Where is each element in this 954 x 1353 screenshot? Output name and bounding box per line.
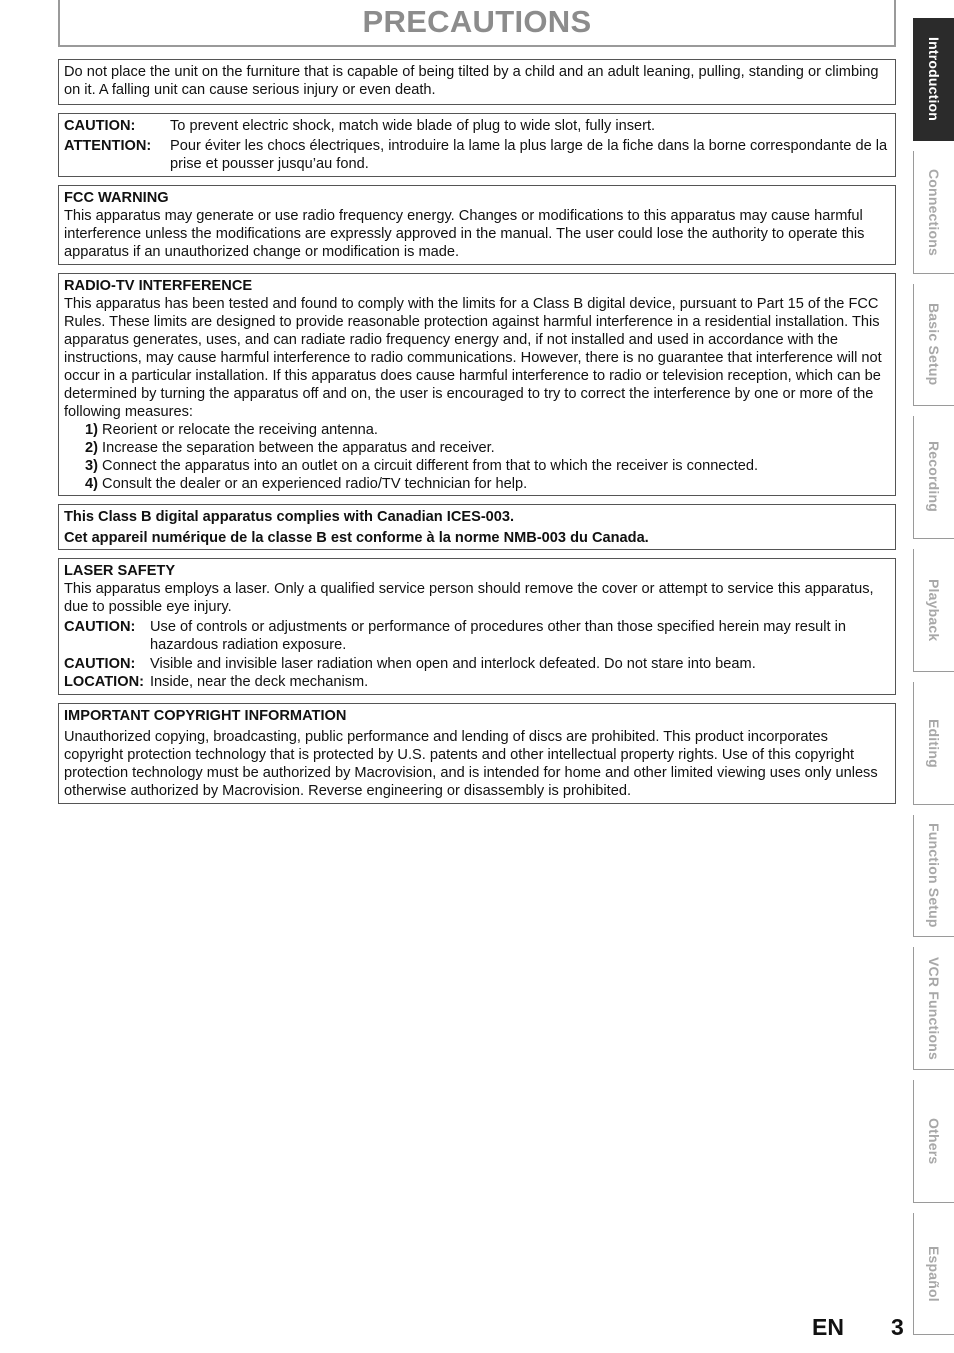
laser-heading: LASER SAFETY (64, 563, 176, 579)
measure-item (64, 457, 890, 475)
tab-others[interactable] (913, 1080, 954, 1203)
laser-caution-text: Visible and invisible laser radiation when open and interlock defeated. Do not stare into beam. (150, 656, 756, 672)
laser-caution-label: CAUTION: (64, 656, 136, 672)
tab-basic-setup[interactable] (913, 284, 954, 406)
fcc-warning-box (58, 185, 896, 265)
measure-number: 4) (85, 476, 98, 492)
page-title-box (58, 0, 896, 47)
measure-text: Reorient or relocate the receiving antenna. (102, 422, 378, 438)
fcc-body: This apparatus may generate or use radio frequency energy. Changes or modifications to this apparatus may cause harmful interference unless the modifications are expressly approved in the manual. The user could lose the authority to operate this apparatus if an unauthorized change or modification is made. (64, 208, 865, 260)
tab-playback[interactable] (913, 549, 954, 672)
tab-label: Function Setup (926, 823, 942, 928)
radio-tv-body: This apparatus has been tested and found to comply with the limits for a Class B digital device, pursuant to Part 15 of the FCC Rules. These limits are designed to provide reasonable protection against harmful interference in a residential installation. This apparatus generates, uses, and can radiate radio frequency energy and, if not installed and used in accordance with the instructions, may cause harmful interference to radio communications. However, there is no guarantee that interference will not occur in a particular installation. If this apparatus does cause harmful interference to radio or television reception, which can be determined by turning the apparatus off and on, the user is encouraged to try to correct the interference by one or more of the following measures: (64, 296, 882, 420)
laser-body: This apparatus employs a laser. Only a qualified service person should remove the cover or attempt to service this apparatus, due to possible eye injury. (64, 581, 874, 615)
copyright-box (58, 703, 896, 804)
plug-attention-row (64, 137, 890, 173)
measure-text: Consult the dealer or an experienced radio/TV technician for help. (102, 476, 528, 492)
tab-introduction[interactable] (913, 18, 954, 141)
measure-item (64, 439, 890, 457)
tab-vcr-functions[interactable] (913, 947, 954, 1070)
laser-location-label: LOCATION: (64, 674, 144, 690)
furniture-warning-box (58, 59, 896, 105)
laser-caution-row (64, 618, 890, 654)
attention-text: Pour éviter les chocs électriques, introduire la lame la plus large de la fiche dans la borne correspondante de la prise et pousser jusqu’au fond. (170, 138, 888, 172)
laser-caution-label: CAUTION: (64, 619, 136, 635)
tab-label: Basic Setup (926, 303, 942, 386)
tab-label: Editing (926, 718, 942, 768)
tab-connections[interactable] (913, 151, 954, 274)
canada-compliance-box (58, 504, 896, 550)
plug-caution-box (58, 113, 896, 177)
canada-line-en: This Class B digital apparatus complies with Canadian ICES-003. (64, 509, 515, 525)
laser-location-text: Inside, near the deck mechanism. (150, 674, 369, 690)
tab-label: Recording (926, 441, 942, 513)
tab-label: Introduction (926, 36, 942, 122)
tab-recording[interactable] (913, 416, 954, 539)
copyright-body: Unauthorized copying, broadcasting, public performance and lending of discs are prohibited. This product incorporates copyright protection technology that is protected by U.S. patents and other intellectual property rights. Use of this copyright protection technology must be authorized by Macrovision, and is intended for home and other limited viewing uses only unless otherwise authorized by Macrovision. Reverse engineering or disassembly is prohibited. (64, 729, 878, 799)
measure-text: Connect the apparatus into an outlet on a circuit different from that to which the receiver is connected. (102, 458, 759, 474)
laser-safety-box (58, 558, 896, 695)
page-number: 3 (891, 1314, 904, 1340)
tab-function-setup[interactable] (913, 815, 954, 937)
page-title: PRECAUTIONS (362, 3, 592, 39)
measure-number: 3) (85, 458, 98, 474)
tab-label: Español (926, 1245, 942, 1302)
caution-label: CAUTION: (64, 118, 136, 134)
attention-label: ATTENTION: (64, 138, 152, 154)
laser-caution-row (64, 655, 890, 673)
tab-label: Playback (926, 578, 942, 642)
caution-text: To prevent electric shock, match wide blade of plug to wide slot, fully insert. (170, 118, 656, 134)
measure-item (64, 421, 890, 439)
measure-number: 2) (85, 440, 98, 456)
canada-line-fr: Cet appareil numérique de la classe B est conforme à la norme NMB-003 du Canada. (64, 530, 649, 546)
tab-editing[interactable] (913, 682, 954, 805)
tab-label: Connections (926, 168, 942, 256)
measure-number: 1) (85, 422, 98, 438)
measure-text: Increase the separation between the apparatus and receiver. (102, 440, 495, 456)
tab-label: Others (926, 1117, 942, 1165)
radio-tv-heading: RADIO-TV INTERFERENCE (64, 278, 253, 294)
measure-item (64, 475, 890, 493)
fcc-heading: FCC WARNING (64, 190, 169, 206)
plug-caution-row (64, 117, 890, 135)
tab-label: VCR Functions (926, 956, 942, 1060)
laser-caution-text: Use of controls or adjustments or performance of procedures other than those specified herein may result in hazardous radiation exposure. (150, 619, 846, 653)
laser-location-row (64, 673, 890, 691)
radio-tv-box (58, 273, 896, 496)
tab-espanol[interactable] (913, 1213, 954, 1335)
furniture-warning-text: Do not place the unit on the furniture that is capable of being tilted by a child and an adult leaning, pulling, standing or climbing on it. A falling unit can cause serious injury or even death. (64, 64, 879, 98)
language-code: EN (812, 1314, 844, 1340)
copyright-heading: IMPORTANT COPYRIGHT INFORMATION (64, 708, 347, 724)
